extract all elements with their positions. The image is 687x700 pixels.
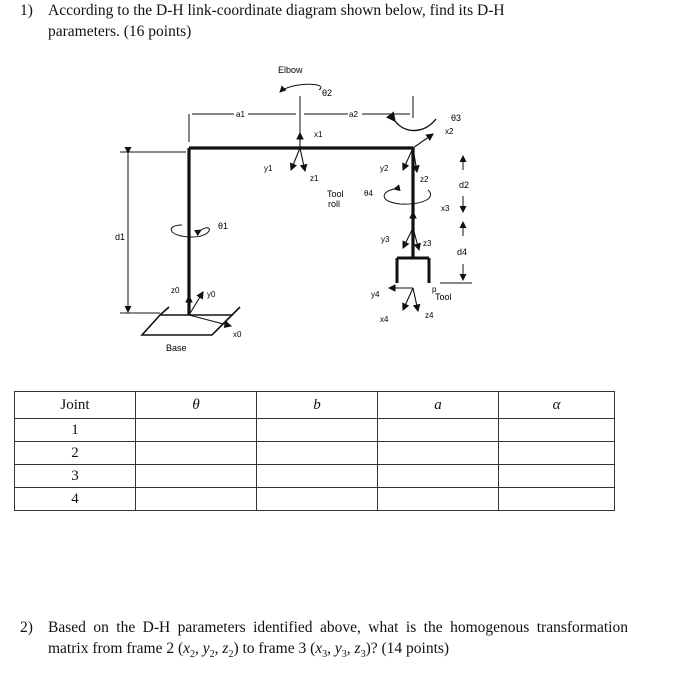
x4-label: x4 — [380, 315, 389, 324]
a-cell[interactable] — [378, 465, 499, 488]
z4-label: z4 — [425, 311, 434, 320]
question-2: 2) Based on the D-H parameters identified above, what is the homogenous transformation matrix from frame 2 ($x_2$, $y_2$, $z_2$) to frame 3 ($x_3$, $y_3$, $z_3$)? (14 points) — [20, 619, 628, 661]
theta1-label: θ1 — [218, 221, 229, 231]
y3-sub: 3 — [341, 649, 347, 661]
question-2-number: 2) — [20, 619, 33, 636]
header-b: b — [257, 392, 378, 419]
b-cell[interactable] — [257, 465, 378, 488]
a2-label: a2 — [349, 110, 358, 119]
question-1-line-2: parameters. (16 points) — [48, 23, 192, 40]
y2-var: y — [202, 640, 210, 657]
joint-cell: 4 — [15, 488, 136, 511]
x3-label: x3 — [441, 204, 450, 213]
table-header-row — [15, 392, 615, 419]
a-cell[interactable] — [378, 419, 499, 442]
frame-3-axes — [403, 212, 419, 250]
x3-var: x — [315, 640, 323, 657]
table-row — [15, 465, 615, 488]
header-joint: Joint — [15, 392, 136, 419]
x2-var: x — [183, 640, 191, 657]
base-label: Base — [166, 343, 187, 353]
question-2-text-a: Based on the D-H parameters identified above, what is the homogenous transformation matrix from frame 2 ( — [48, 619, 628, 657]
theta2-rotation-arrow — [280, 84, 321, 92]
question-2-text-b: ) to frame 3 ( — [233, 640, 316, 657]
question-1-number: 1) — [20, 2, 33, 19]
d2-label: d2 — [459, 180, 470, 190]
frame-1-axes — [291, 133, 305, 171]
y1-label: y1 — [264, 164, 273, 173]
z3-var: z — [354, 640, 361, 657]
gripper-tool — [397, 258, 429, 283]
d4-dimension — [440, 222, 472, 283]
theta4-rotation-arrow — [384, 189, 430, 204]
b-cell[interactable] — [257, 488, 378, 511]
z3-label: z3 — [423, 239, 432, 248]
frame-4-axes — [389, 288, 418, 311]
p-label: p — [432, 285, 437, 294]
a-cell[interactable] — [378, 488, 499, 511]
alpha-cell[interactable] — [499, 465, 615, 488]
question-2-text-c: )? (14 points) — [365, 640, 450, 657]
y0-label: y0 — [207, 290, 216, 299]
a-cell[interactable] — [378, 442, 499, 465]
theta2-label: θ2 — [322, 88, 333, 98]
question-1-line-1: According to the D-H link-coordinate diagram shown below, find its D-H — [48, 2, 505, 19]
theta4-label: θ4 — [364, 189, 373, 198]
z2-var: z — [222, 640, 229, 657]
z1-label: z1 — [310, 174, 319, 183]
y3-var: y — [334, 640, 342, 657]
y3-label: y3 — [381, 235, 390, 244]
joint-cell: 2 — [15, 442, 136, 465]
table-row — [15, 419, 615, 442]
table-row — [15, 442, 615, 465]
question-1 — [20, 0, 648, 42]
a1-label: a1 — [236, 110, 245, 119]
joint-cell: 3 — [15, 465, 136, 488]
dh-link-diagram — [95, 58, 515, 358]
a-dimensions — [189, 96, 413, 142]
d1-label: d1 — [115, 232, 126, 242]
theta-cell[interactable] — [136, 465, 257, 488]
y2-sub: 2 — [209, 649, 215, 661]
theta-cell[interactable] — [136, 442, 257, 465]
alpha-cell[interactable] — [499, 488, 615, 511]
x3-sub: 3 — [322, 649, 328, 661]
joint-cell: 1 — [15, 419, 136, 442]
x0-label: x0 — [233, 330, 242, 339]
x2-label: x2 — [445, 127, 454, 136]
theta-cell[interactable] — [136, 419, 257, 442]
z0-label: z0 — [171, 286, 180, 295]
header-alpha: α — [499, 392, 615, 419]
header-a: a — [378, 392, 499, 419]
theta-cell[interactable] — [136, 488, 257, 511]
y4-label: y4 — [371, 290, 380, 299]
x1-label: x1 — [314, 130, 323, 139]
alpha-cell[interactable] — [499, 442, 615, 465]
tool-roll-label-2: roll — [328, 199, 341, 209]
b-cell[interactable] — [257, 442, 378, 465]
x2-sub: 2 — [190, 649, 196, 661]
d4-label: d4 — [457, 247, 468, 257]
elbow-label: Elbow — [278, 65, 303, 75]
z2-label: z2 — [420, 175, 429, 184]
frame-2-axes — [403, 134, 433, 172]
tool-roll-label-1: Tool — [327, 189, 344, 199]
z3-sub: 3 — [360, 649, 366, 661]
header-theta: θ — [136, 392, 257, 419]
theta3-label: θ3 — [451, 113, 462, 123]
theta3-rotation-arrow — [395, 119, 436, 131]
table-row — [15, 488, 615, 511]
dh-parameter-table — [14, 391, 615, 511]
tool-label: Tool — [435, 292, 452, 302]
y2-label: y2 — [380, 164, 389, 173]
b-cell[interactable] — [257, 419, 378, 442]
alpha-cell[interactable] — [499, 419, 615, 442]
z2-sub: 2 — [228, 649, 234, 661]
